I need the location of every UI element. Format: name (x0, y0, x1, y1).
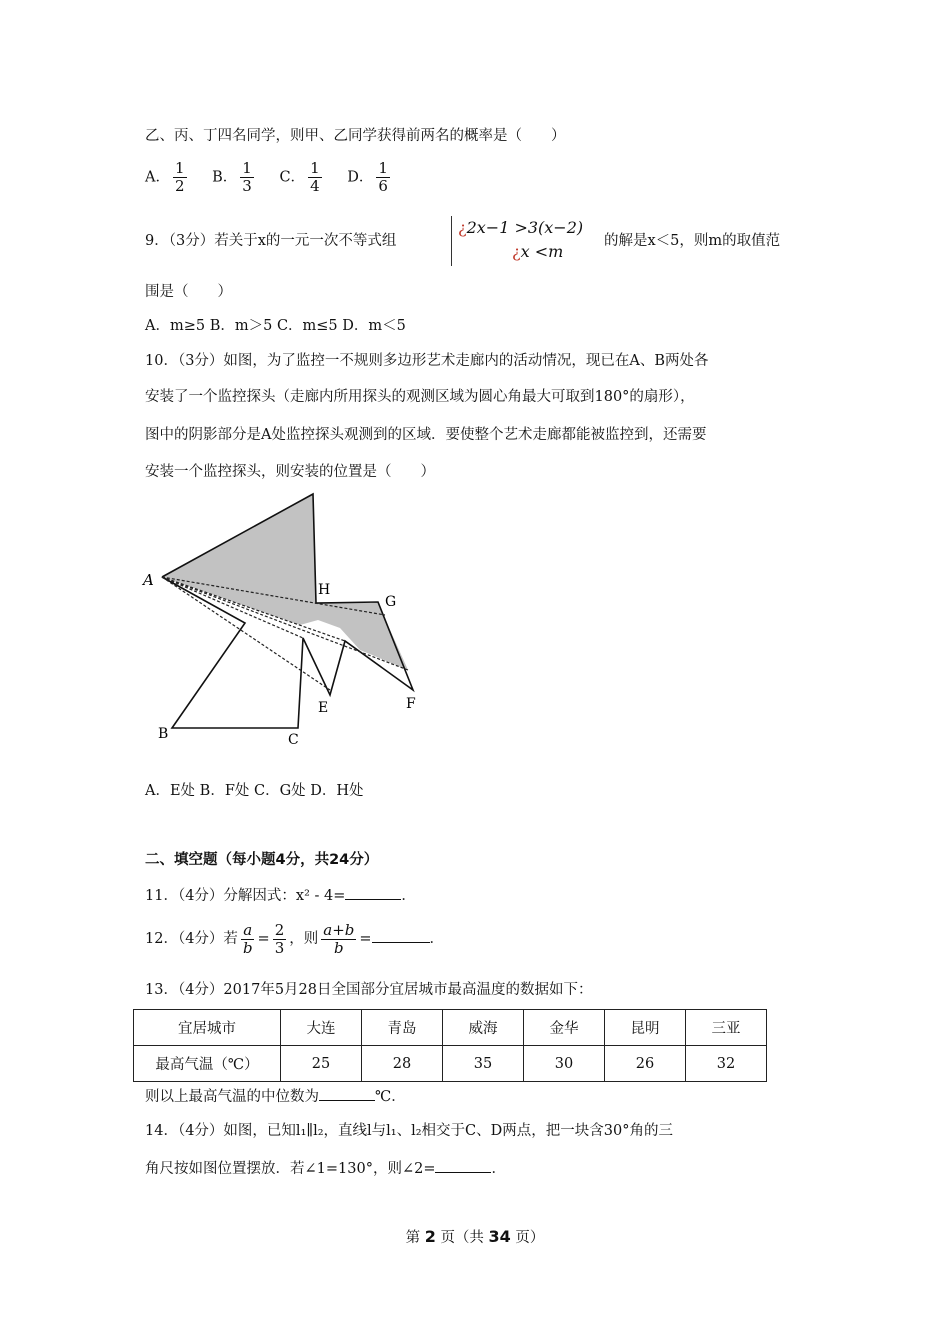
table-cell: 28 (362, 1046, 443, 1082)
section2-title: 二、填空题（每小题4分，共24分） (145, 852, 379, 868)
q14-line1: 14．（4分）如图，已知l₁∥l₂，直线l与l₁、l₂相交于C、D两点，把一块含30°角的三 (145, 1123, 673, 1139)
q9-row1: ¿2x−1 >3(x−2) (458, 218, 584, 237)
q10-gallery-figure (135, 488, 435, 750)
table-cell: 最高气温（℃） (134, 1046, 281, 1082)
label-f: F (406, 696, 416, 712)
q13-stem: 13．（4分）2017年5月28日全国部分宜居城市最高温度的数据如下： (145, 982, 593, 998)
table-header-row (134, 1010, 767, 1046)
q9-row2: ¿x <m (512, 242, 564, 261)
q8-option-d[interactable]: D． $\frac{1}{6}$ (347, 159, 388, 195)
label-c: C (288, 732, 299, 748)
label-h: H (318, 582, 331, 598)
table-cell: 26 (605, 1046, 686, 1082)
table-cell: 32 (686, 1046, 767, 1082)
table-cell: 威海 (443, 1010, 524, 1046)
q8-option-c[interactable]: C． $\frac{1}{4}$ (279, 159, 320, 195)
q14-line2: 角尺按如图位置摆放．若∠1=130°，则∠2= ． (145, 1158, 506, 1179)
q10-line1: 10．（3分）如图，为了监控一不规则多边形艺术走廊内的活动情况，现已在A、B两处各 (145, 353, 709, 369)
q12: 12．（4分）若 $\frac{a}{b}$ = $\frac{2}{3}$ ，则 $\frac{a+b}{b}$ = ． (145, 920, 445, 957)
table-cell: 宜居城市 (134, 1010, 281, 1046)
table-cell: 昆明 (605, 1010, 686, 1046)
q10-options: A．E处 B．F处 C．G处 D．H处 (145, 783, 364, 799)
q12-answer-blank[interactable] (372, 928, 430, 943)
q11-answer-blank[interactable] (345, 885, 401, 900)
q8-stem: 乙、丙、丁四名同学，则甲、乙同学获得前两名的概率是（ ） (145, 128, 566, 144)
table-cell: 大连 (281, 1010, 362, 1046)
table-cell: 30 (524, 1046, 605, 1082)
label-g: G (385, 594, 397, 610)
q14-answer-blank[interactable] (435, 1158, 491, 1173)
q11: 11．（4分）分解因式：x² - 4= ． (145, 885, 416, 906)
q9-prefix: 9．（3分）若关于x的一元一次不等式组 (145, 233, 397, 249)
table-cell: 青岛 (362, 1010, 443, 1046)
page-footer: 第 2 页（共 34 页） (405, 1227, 545, 1246)
q8-option-b[interactable]: B． $\frac{1}{3}$ (212, 159, 252, 195)
label-a: A (143, 571, 154, 589)
table-row (134, 1046, 767, 1082)
label-b: B (158, 726, 169, 742)
page-total: 34 (488, 1227, 511, 1246)
q8-options (145, 160, 411, 195)
shaded-region (162, 494, 408, 670)
label-e: E (318, 700, 329, 716)
q8-option-a[interactable]: A． $\frac{1}{2}$ (145, 159, 185, 195)
table-cell: 25 (281, 1046, 362, 1082)
q9-line2: 围是（ ） (145, 284, 232, 300)
q13-after: 则以上最高气温的中位数为 ℃． (145, 1086, 406, 1107)
table-cell: 三亚 (686, 1010, 767, 1046)
q10-line2: 安装了一个监控探头（走廊内所用探头的观测区域为圆心角最大可取到180°的扇形）， (145, 389, 695, 405)
table-cell: 金华 (524, 1010, 605, 1046)
q9-inequality-system (451, 216, 602, 266)
temperature-table (133, 1009, 767, 1082)
q10-line4: 安装一个监控探头，则安装的位置是（ ） (145, 464, 435, 480)
page-number: 2 (424, 1227, 436, 1246)
q9-suffix: 的解是x＜5，则m的取值范 (604, 233, 781, 249)
q10-line3: 图中的阴影部分是A处监控探头观测到的区域．要使整个艺术走廊都能被监控到，还需要 (145, 427, 707, 443)
table-cell: 35 (443, 1046, 524, 1082)
q13-answer-blank[interactable] (319, 1086, 375, 1101)
q9-options: A．m≥5 B．m＞5 C．m≤5 D．m＜5 (145, 318, 406, 334)
